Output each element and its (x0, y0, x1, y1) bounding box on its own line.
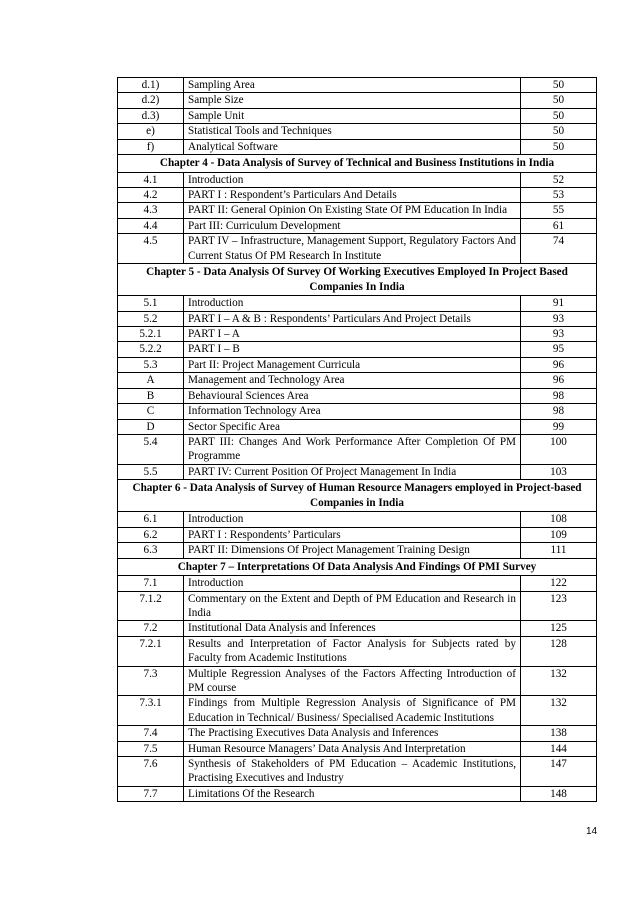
toc-entry-row (118, 327, 597, 342)
toc-entry-row (118, 696, 597, 726)
section-title: PART I : Respondents’ Particulars (184, 527, 521, 542)
section-page: 95 (521, 342, 597, 357)
toc-entry-row (118, 108, 597, 123)
toc-entry-row (118, 786, 597, 801)
section-page: 99 (521, 419, 597, 434)
section-title: PART I – B (184, 342, 521, 357)
section-title: Synthesis of Stakeholders of PM Education – Academic Institutions, Practising Executives and Industry (184, 757, 521, 787)
section-number: d.2) (118, 93, 184, 108)
toc-entry-row (118, 139, 597, 154)
section-title: Human Resource Managers’ Data Analysis And Interpretation (184, 741, 521, 756)
section-page: 96 (521, 357, 597, 372)
section-title: Sample Unit (184, 108, 521, 123)
section-number: d.3) (118, 108, 184, 123)
section-number: 4.5 (118, 234, 184, 264)
section-number: 7.3 (118, 666, 184, 696)
section-page: 98 (521, 404, 597, 419)
toc-entry-row (118, 726, 597, 741)
toc-entry-row (118, 512, 597, 527)
toc-entry-row (118, 434, 597, 464)
section-title: Sector Specific Area (184, 419, 521, 434)
section-number: 5.4 (118, 434, 184, 464)
section-page: 144 (521, 741, 597, 756)
section-number: 7.4 (118, 726, 184, 741)
section-number: 7.7 (118, 786, 184, 801)
section-page: 111 (521, 543, 597, 558)
chapter-heading-row (118, 480, 597, 512)
section-number: 5.2 (118, 311, 184, 326)
section-number: 4.1 (118, 172, 184, 187)
section-page: 103 (521, 464, 597, 479)
toc-entry-row (118, 342, 597, 357)
section-number: C (118, 404, 184, 419)
toc-entry-row (118, 296, 597, 311)
chapter-heading-row (118, 558, 597, 576)
section-page: 93 (521, 311, 597, 326)
section-number: 5.2.1 (118, 327, 184, 342)
toc-entry-row (118, 203, 597, 218)
section-page: 125 (521, 621, 597, 636)
toc-entry-row (118, 741, 597, 756)
section-number: 6.1 (118, 512, 184, 527)
section-number: f) (118, 139, 184, 154)
chapter-heading: Chapter 7 – Interpretations Of Data Analysis And Findings Of PMI Survey (118, 558, 597, 576)
table-of-contents (117, 77, 597, 802)
section-title: Introduction (184, 296, 521, 311)
toc-entry-row (118, 373, 597, 388)
section-title: Behavioural Sciences Area (184, 388, 521, 403)
section-number: D (118, 419, 184, 434)
section-title: Analytical Software (184, 139, 521, 154)
section-number: 7.5 (118, 741, 184, 756)
toc-entry-row (118, 172, 597, 187)
toc-entry-row (118, 757, 597, 787)
toc-body (118, 78, 597, 802)
section-title: Statistical Tools and Techniques (184, 124, 521, 139)
section-number: 5.5 (118, 464, 184, 479)
section-title: PART I : Respondent’s Particulars And Details (184, 188, 521, 203)
section-title: Institutional Data Analysis and Inferences (184, 621, 521, 636)
section-number: 7.1.2 (118, 591, 184, 621)
section-title: Findings from Multiple Regression Analysis of Significance of PM Education in Technical/ Business/ Specialised Academic Institutions (184, 696, 521, 726)
section-number: e) (118, 124, 184, 139)
section-title: Sample Size (184, 93, 521, 108)
section-page: 52 (521, 172, 597, 187)
section-title: Sampling Area (184, 78, 521, 93)
toc-entry-row (118, 621, 597, 636)
section-page: 53 (521, 188, 597, 203)
section-page: 50 (521, 93, 597, 108)
section-number: 7.6 (118, 757, 184, 787)
section-title: Introduction (184, 172, 521, 187)
toc-entry-row (118, 234, 597, 264)
toc-entry-row (118, 218, 597, 233)
chapter-heading: Chapter 6 - Data Analysis of Survey of Human Resource Managers employed in Project-based Companies in India (118, 480, 597, 512)
section-page: 148 (521, 786, 597, 801)
section-title: PART I – A & B : Respondents’ Particulars And Project Details (184, 311, 521, 326)
section-page: 50 (521, 108, 597, 123)
toc-entry-row (118, 527, 597, 542)
toc-entry-row (118, 543, 597, 558)
section-page: 96 (521, 373, 597, 388)
section-page: 91 (521, 296, 597, 311)
section-page: 108 (521, 512, 597, 527)
section-title: The Practising Executives Data Analysis and Inferences (184, 726, 521, 741)
section-title: Multiple Regression Analyses of the Factors Affecting Introduction of PM course (184, 666, 521, 696)
section-title: PART II: General Opinion On Existing State Of PM Education In India (184, 203, 521, 218)
section-number: 7.2 (118, 621, 184, 636)
section-number: 5.1 (118, 296, 184, 311)
section-number: d.1) (118, 78, 184, 93)
toc-entry-row (118, 636, 597, 666)
section-number: 7.1 (118, 576, 184, 591)
section-title: Part III: Curriculum Development (184, 218, 521, 233)
toc-entry-row (118, 78, 597, 93)
toc-entry-row (118, 666, 597, 696)
section-number: A (118, 373, 184, 388)
section-number: 5.2.2 (118, 342, 184, 357)
chapter-heading-row (118, 155, 597, 173)
chapter-heading-row (118, 264, 597, 296)
toc-entry-row (118, 93, 597, 108)
section-number: 4.3 (118, 203, 184, 218)
section-page: 132 (521, 696, 597, 726)
toc-entry-row (118, 464, 597, 479)
page-number: 14 (586, 826, 598, 837)
section-page: 100 (521, 434, 597, 464)
section-page: 132 (521, 666, 597, 696)
section-number: 7.3.1 (118, 696, 184, 726)
section-number: 6.2 (118, 527, 184, 542)
toc-entry-row (118, 188, 597, 203)
toc-entry-row (118, 388, 597, 403)
section-page: 147 (521, 757, 597, 787)
section-number: B (118, 388, 184, 403)
section-title: Management and Technology Area (184, 373, 521, 388)
toc-entry-row (118, 357, 597, 372)
section-number: 7.2.1 (118, 636, 184, 666)
section-title: PART IV – Infrastructure, Management Support, Regulatory Factors And Current Status Of PM Research In Institute (184, 234, 521, 264)
section-page: 123 (521, 591, 597, 621)
toc-entry-row (118, 124, 597, 139)
section-page: 61 (521, 218, 597, 233)
section-number: 5.3 (118, 357, 184, 372)
section-title: Part II: Project Management Curricula (184, 357, 521, 372)
section-title: PART I – A (184, 327, 521, 342)
toc-entry-row (118, 404, 597, 419)
section-page: 55 (521, 203, 597, 218)
section-page: 74 (521, 234, 597, 264)
toc-entry-row (118, 591, 597, 621)
section-page: 128 (521, 636, 597, 666)
section-page: 50 (521, 139, 597, 154)
section-number: 4.4 (118, 218, 184, 233)
section-title: Limitations Of the Research (184, 786, 521, 801)
section-title: PART II: Dimensions Of Project Management Training Design (184, 543, 521, 558)
section-title: PART III: Changes And Work Performance After Completion Of PM Programme (184, 434, 521, 464)
section-number: 6.3 (118, 543, 184, 558)
section-title: Introduction (184, 576, 521, 591)
chapter-heading: Chapter 5 - Data Analysis Of Survey Of Working Executives Employed In Project Based Companies In India (118, 264, 597, 296)
section-title: Commentary on the Extent and Depth of PM Education and Research in India (184, 591, 521, 621)
section-page: 93 (521, 327, 597, 342)
toc-entry-row (118, 311, 597, 326)
section-page: 109 (521, 527, 597, 542)
section-number: 4.2 (118, 188, 184, 203)
section-title: Results and Interpretation of Factor Analysis for Subjects rated by Faculty from Academic Institutions (184, 636, 521, 666)
chapter-heading: Chapter 4 - Data Analysis of Survey of Technical and Business Institutions in India (118, 155, 597, 173)
toc-entry-row (118, 576, 597, 591)
section-page: 98 (521, 388, 597, 403)
section-title: Information Technology Area (184, 404, 521, 419)
section-page: 138 (521, 726, 597, 741)
toc-entry-row (118, 419, 597, 434)
section-page: 122 (521, 576, 597, 591)
section-title: PART IV: Current Position Of Project Management In India (184, 464, 521, 479)
section-page: 50 (521, 78, 597, 93)
section-page: 50 (521, 124, 597, 139)
section-title: Introduction (184, 512, 521, 527)
